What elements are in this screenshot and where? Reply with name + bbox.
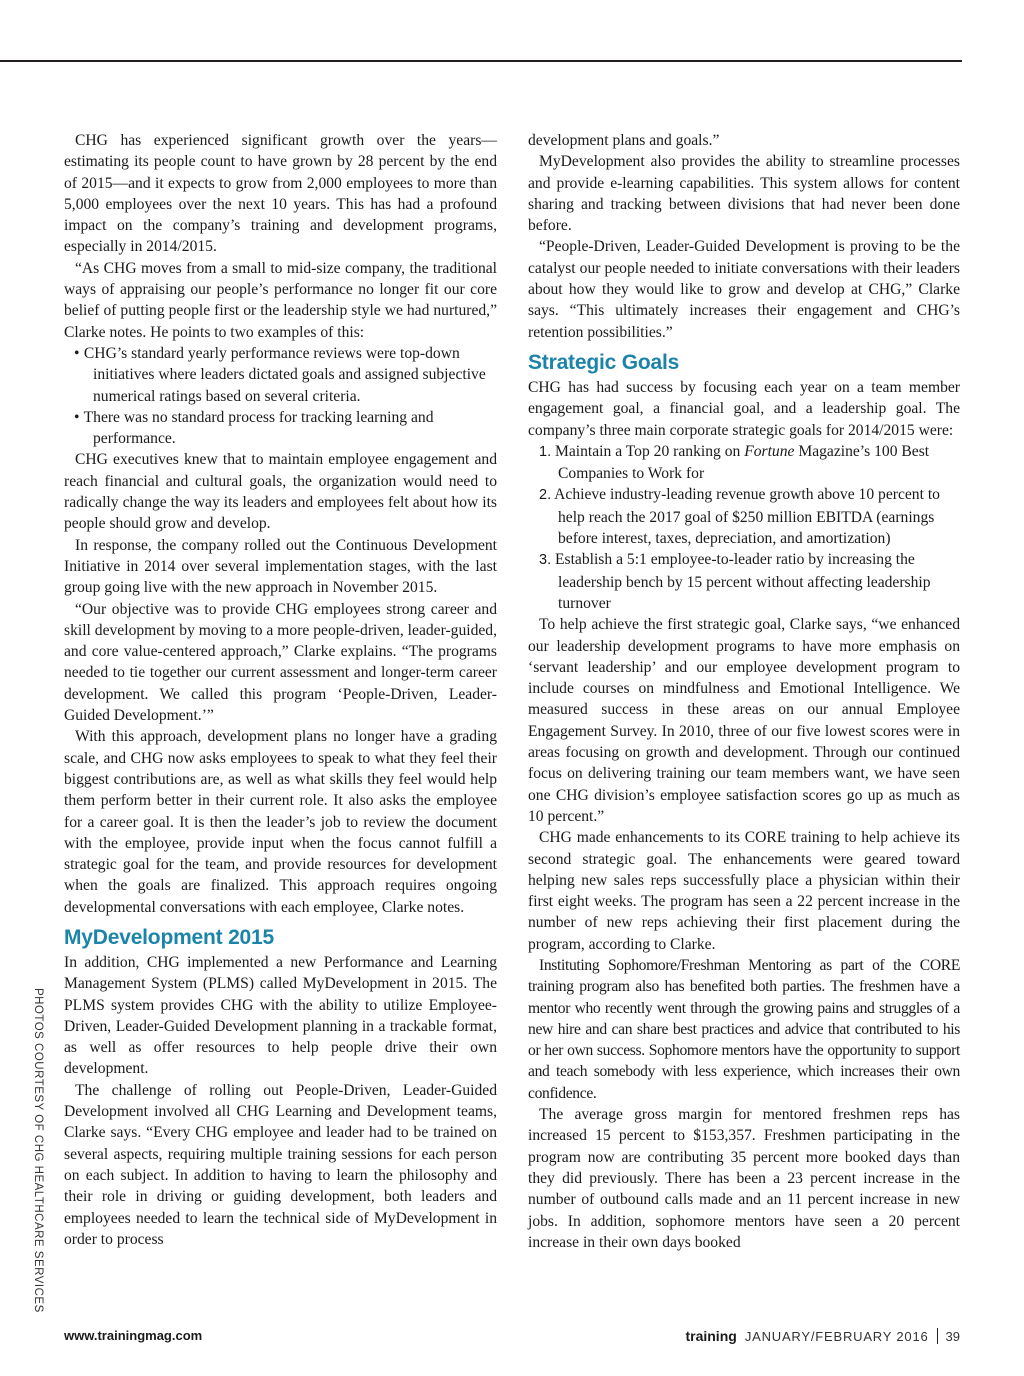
footer-magazine-name: training xyxy=(685,1328,737,1344)
goal-number: 3. xyxy=(539,552,552,569)
right-column xyxy=(528,130,960,1253)
bullet-item xyxy=(64,343,497,407)
footer-url[interactable]: www.trainingmag.com xyxy=(64,1328,203,1343)
photo-credit: PHOTOS COURTESY OF CHG HEALTHCARE SERVICES xyxy=(32,988,44,1313)
top-rule xyxy=(0,60,962,62)
section-heading-strategic-goals: Strategic Goals xyxy=(528,350,680,374)
body-paragraph: Instituting Sophomore/Freshman Mentoring as part of the CORE training program also has benefited both parties. The freshmen have a mentor who recently went through the growing pains and struggles of a new hire and can share best practices and advice that contributed to his or her own success. Sophomore mentors have the opportunity to support and teach somebody with less experience, which increases their own confidence. xyxy=(528,956,960,1102)
goal-number: 1. xyxy=(539,443,552,460)
goal-item: 3. Establish a 5:1 employee-to-leader ratio by increasing the leadership bench by 15 percent without affecting leadership turnover xyxy=(539,551,931,612)
goal-item: 2. Achieve industry-leading revenue growth above 10 percent to help reach the 2017 goal of $250 million EBITDA (earnings before interest, taxes, depreciation, and amortization) xyxy=(539,486,940,548)
bullet-list xyxy=(64,343,497,449)
bullet-text: CHG’s standard yearly performance reviews were top-down initiatives where leaders dictated goals and assigned subjective numerical ratings based on several criteria. xyxy=(83,344,486,405)
goal-number: 2. xyxy=(539,487,552,504)
body-paragraph: “As CHG moves from a small to mid-size company, the traditional ways of appraising our people’s performance no longer fit our core belief of putting people first or the leadership style we had nurtured,” Clarke notes. He points to two examples of this: xyxy=(64,259,497,341)
body-paragraph: development plans and goals.” xyxy=(528,132,720,149)
left-column xyxy=(64,130,497,1250)
bullet-item xyxy=(64,407,497,450)
goals-list xyxy=(528,441,960,614)
body-paragraph: CHG made enhancements to its CORE training to help achieve its second strategic goal. The enhancements were geared toward helping new sales reps successfully place a physician within their first eight weeks. The program has seen a 22 percent increase in the number of new reps achieving their first placement during the program, according to Clarke. xyxy=(528,829,960,953)
body-paragraph: In response, the company rolled out the Continuous Development Initiative in 2014 over several implementation stages, with the last group going live with the new approach in November 2015. xyxy=(64,536,497,597)
body-paragraph: CHG has experienced significant growth over the years—estimating its people count to have grown by 28 percent by the end of 2015—and it expects to grow from 2,000 employees to more than 5,000 employees over the next 10 years. This has had a profound impact on the company’s training and development programs, especially in 2014/2015. xyxy=(64,132,497,256)
section-heading-mydevelopment: MyDevelopment 2015 xyxy=(64,925,274,949)
footer-issue-date: JANUARY/FEBRUARY 2016 xyxy=(744,1328,929,1344)
body-paragraph: In addition, CHG implemented a new Performance and Learning Management System (PLMS) called MyDevelopment in 2015. The PLMS system provides CHG with the ability to utilize Employee-Driven, Leader-Guided Development planning in a trackable format, as well as offer resources to help people drive their own development. xyxy=(64,953,497,1078)
body-paragraph: The average gross margin for mentored freshmen reps has increased 15 percent to $153,357. Freshmen participating in the program now are contributing 35 percent more booked days than they did previously. There has been a 23 percent increase in the number of outbound calls made and an 11 percent increase in new jobs. In addition, sophomore mentors have seen a 20 percent increase in their own days booked xyxy=(528,1106,960,1251)
body-paragraph: With this approach, development plans no longer have a grading scale, and CHG now asks employees to speak to what they feel their biggest contributions are, as well as what skills they feel would help them perform better in their current role. It also asks the employee for a career goal. It is then the leader’s job to review the document with the employee, provide input when the focus cannot fulfill a strategic goal for the team, and provide resources for development when the goals are finalized. This approach requires ongoing developmental conversations with each employee, Clarke notes. xyxy=(64,728,497,916)
magazine-title: Fortune xyxy=(744,442,795,460)
page-number: 39 xyxy=(945,1328,960,1344)
body-paragraph: “People-Driven, Leader-Guided Development is proving to be the catalyst our people needed to initiate conversations with their leaders about how they would like to grow and develop at CHG,” Clarke says. “This ultimately increases their engagement and CHG’s retention possibilities.” xyxy=(528,238,960,341)
body-paragraph: CHG has had success by focusing each year on a team member engagement goal, a financial goal, and a leadership goal. The company’s three main corporate strategic goals for 2014/2015 were: xyxy=(528,378,960,439)
bullet-text: There was no standard process for tracking learning and performance. xyxy=(83,408,434,448)
body-paragraph: “Our objective was to provide CHG employees strong career and skill development by moving to a more people-driven, leader-guided, and core value-centered approach,” Clarke explains. “The programs needed to tie together our current assessment and longer-term career development. We called this program ‘People-Driven, Leader-Guided Development.’” xyxy=(64,600,497,725)
footer-folio xyxy=(685,1328,960,1344)
body-paragraph: The challenge of rolling out People-Driven, Leader-Guided Development involved all CHG Learning and Development teams, Clarke says. “Every CHG employee and leader had to be trained on several aspects, requiring multiple training sessions for each person on each subject. In addition to having to learn the philosophy and their role in driving or guiding development, both leaders and employees needed to learn the technical side of MyDevelopment in order to process xyxy=(64,1081,497,1248)
body-paragraph: MyDevelopment also provides the ability to streamline processes and provide e-learning capabilities. This system allows for content sharing and tracking between divisions that had never been done before. xyxy=(528,153,960,235)
footer-divider xyxy=(937,1328,938,1344)
goal-item: 1. Maintain a Top 20 ranking on Fortune Magazine’s 100 Best Companies to Work for xyxy=(539,442,930,483)
bullet-marker: • xyxy=(74,344,80,362)
body-paragraph: CHG executives knew that to maintain employee engagement and reach financial and cultural goals, the organization would need to radically change the way its leaders and employees felt about how its people should grow and develop. xyxy=(64,451,497,533)
bullet-marker: • xyxy=(74,408,80,426)
body-paragraph: To help achieve the first strategic goal, Clarke says, “we enhanced our leadership development programs to have more emphasis on ‘servant leadership’ and our employee development program to include courses on mindfulness and Emotional Intelligence. We measured success in these areas on our annual Employee Engagement Survey. In 2010, three of our five lowest scores were in areas focusing on growth and development. Through our continued focus on delivering training our team members want, we have seen one CHG division’s employee satisfaction scores go up as much as 10 percent.” xyxy=(528,616,960,825)
